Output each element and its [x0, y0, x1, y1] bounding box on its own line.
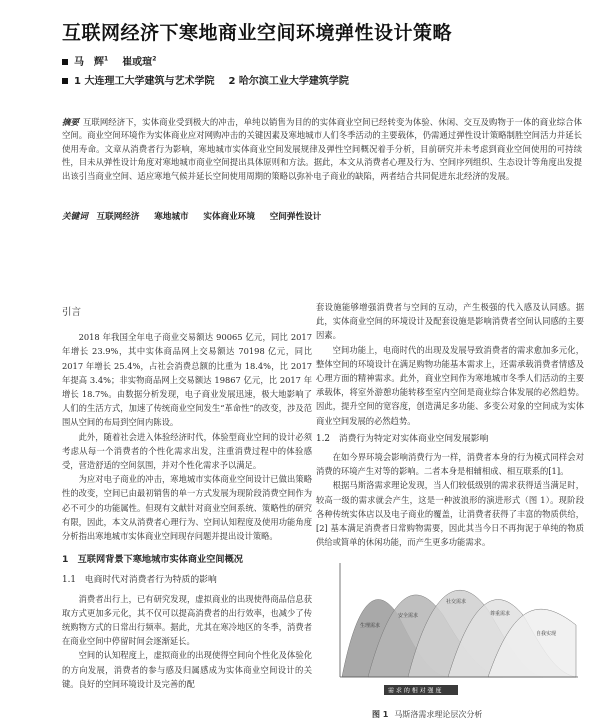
- affiliation-1: 1 大连理工大学建筑与艺术学院: [74, 76, 215, 87]
- paragraph: 此外，随着社会进入体验经济时代，体验型商业空间的设计必须考虑从每一个消费者的个性化需求出发，注重消费过程中的体验感受，营造舒适的空间氛围，并对个性化需求予以满足。: [62, 431, 312, 471]
- paragraph: 根据马斯洛需求理论发现，当人们较低级别的需求获得适当满足时，较高一级的需求就会产生，这是一种波浪形的演进形式（图 1）。现阶段各种传统实体店以及电子商业的覆盖，让消费者获得了丰富的物质供给，[2] 基本满足消费者日常购物需要，因此其当今日不再拘泥于单纯的物质供给或简单的休闲功能，而产生更多功能需求。: [316, 480, 584, 548]
- axis-label: 需 求 的 相 对 强 度: [388, 687, 442, 695]
- abstract-text: 互联网经济下，实体商业受到极大的冲击，单纯以销售为目的的实体商业空间已经转变为体验、休闲、交互及购物于一体的商业综合体空间。商业空间环境作为实体商业应对网购冲击的关键因素及寒地城市人们冬季活动的主要载体，仍需通过弹性设计策略制胜空间活力并延长使用寿命。文章从消费者行为影响，寒地城市实体商业空间发展规律及弹性空间概况着手分析，目前研究并未考虑到商业空间使用的可持续性，目未从弹性设计角度对寒地城市商业空间提出具体原则和方法。据此，本文从消费者心理及行为、空间序列组织、生态设计等角度出发提出该引当商业空间、适应寒地气候并延长空间使用周期的策略以弥补电子商业的缺陷，两者结合共同促进东北经济的发展。: [62, 117, 582, 181]
- paragraph: 空间功能上，电商时代的出现及发展导致消费者的需求愈加多元化，整体空间的环境设计在满足购物功能基本需求上，还需承载消费者情感及心理方面的精神需求。此外，商业空间作为寒地城市冬季人们活动的主要承载体，将室外游憩功能转移至室内空间是商业综合体发展的必然趋势。因此，提升空间的宽容度，创造满足多功能、多变公对象的空间成为实体商业空间发展的必然趋势。: [316, 344, 584, 426]
- curve-label: 社交需求: [446, 599, 467, 605]
- curve-label: 生理需求: [360, 623, 381, 629]
- author-line: [62, 53, 156, 68]
- abstract: [62, 116, 582, 183]
- author-1: 马 辉: [74, 57, 104, 68]
- figure-number: 图 1: [372, 710, 389, 719]
- intro-heading: 引言: [62, 307, 82, 318]
- keyword: 实体商业环境: [203, 212, 255, 222]
- author-2: 崔或瑄: [122, 57, 153, 68]
- keyword: 寒地城市: [154, 212, 189, 222]
- subsection-heading: 1.2 消费行为特定对实体商业空间发展影响: [316, 433, 489, 444]
- curve-label: 尊重需求: [490, 611, 511, 617]
- keywords: [62, 210, 333, 222]
- affiliation-2: 2 哈尔滨工业大学建筑学院: [228, 76, 349, 87]
- keywords-label: 关键词: [62, 212, 88, 222]
- keyword: 互联网经济: [96, 212, 140, 222]
- curve-label: 安全需求: [398, 613, 419, 619]
- bullet-square-icon: [62, 78, 68, 84]
- curve-label: 自我实现: [536, 631, 557, 637]
- paragraph: 在如今界环境会影响消费行为一样，消费者本身的行为模式同样会对消费的环境产生对等的影响。二者本身是相辅相成、相互联系的[1]。: [316, 452, 584, 477]
- author-2-sup: 2: [152, 55, 157, 63]
- keyword: 空间弹性设计: [269, 212, 322, 222]
- affiliation-line: [62, 72, 349, 87]
- bullet-square-icon: [62, 59, 68, 65]
- subsection-heading: 1.1 电商时代对消费者行为特质的影响: [62, 575, 217, 586]
- figure-caption-text: 马斯洛需求理论层次分析: [394, 710, 483, 719]
- paragraph: 消费者出行上，已有研究发现，虚拟商业的出现使得商品信息获取方式更加多元化，其不仅可以提高消费者的出行效率，也减少了传统购物方式的日常出行频率。据此，尤其在寒冷地区的冬季，消费者在商业空间中停留时间会逐渐延长。: [62, 593, 312, 647]
- paragraph: 套设施能够增强消费者与空间的互动，产生极强的代入感及认同感。据此，实体商业空间的环境设计及配套设施是影响消费者空间认同感的主要因素。: [316, 302, 584, 341]
- paragraph: 空间的认知程度上，虚拟商业的出现使得空间向个性化及体验化的方向发展，消费者的参与感及归属感成为实体商业空间设计的关键。良好的空间环境设计及完善的配: [62, 650, 312, 689]
- author-1-sup: 1: [104, 55, 109, 63]
- left-column: [62, 300, 312, 691]
- right-column: [316, 300, 584, 549]
- figure-maslow: [338, 555, 580, 705]
- section-heading: 1 互联网背景下寒地城市实体商业空间概况: [62, 554, 243, 566]
- paper-title: 互联网经济下寒地商业空间环境弹性设计策略: [62, 22, 453, 44]
- figure-caption: [372, 709, 482, 720]
- paragraph: 2018 年我国全年电子商业交易额达 90065 亿元，同比 2017 年增长 23.9%，其中实体商品网上交易额达 70198 亿元，同比 2017 年增长 25.4%，占社会消费总额的比重为 18.4%，比 2017 年提高 3.4%；非实物商品网上交易额达 19867 亿元，比 2017 年增长 18.7%。由数据分析发现，电子商业发展迅速，极大地影响了人们的生活方式，加速了传统商业空间发生“革命性”的改变，涉及范围从空间的布局到空间内陈设。: [62, 332, 312, 428]
- abstract-label: 摘要: [62, 117, 79, 127]
- paragraph: 为应对电子商业的冲击，寒地城市实体商业空间设计已做出策略性的改变，空间已由最初销售的单一方式发展为现阶段消费空间作为必不可少的功能属性。但现有文献针对商业空间系统、策略性的研究有限，因此，本文从消费者心理行为、空间认知程度及使用功能角度分析指出寒地城市实体商业空间现存问题并提出设计策略。: [62, 474, 312, 542]
